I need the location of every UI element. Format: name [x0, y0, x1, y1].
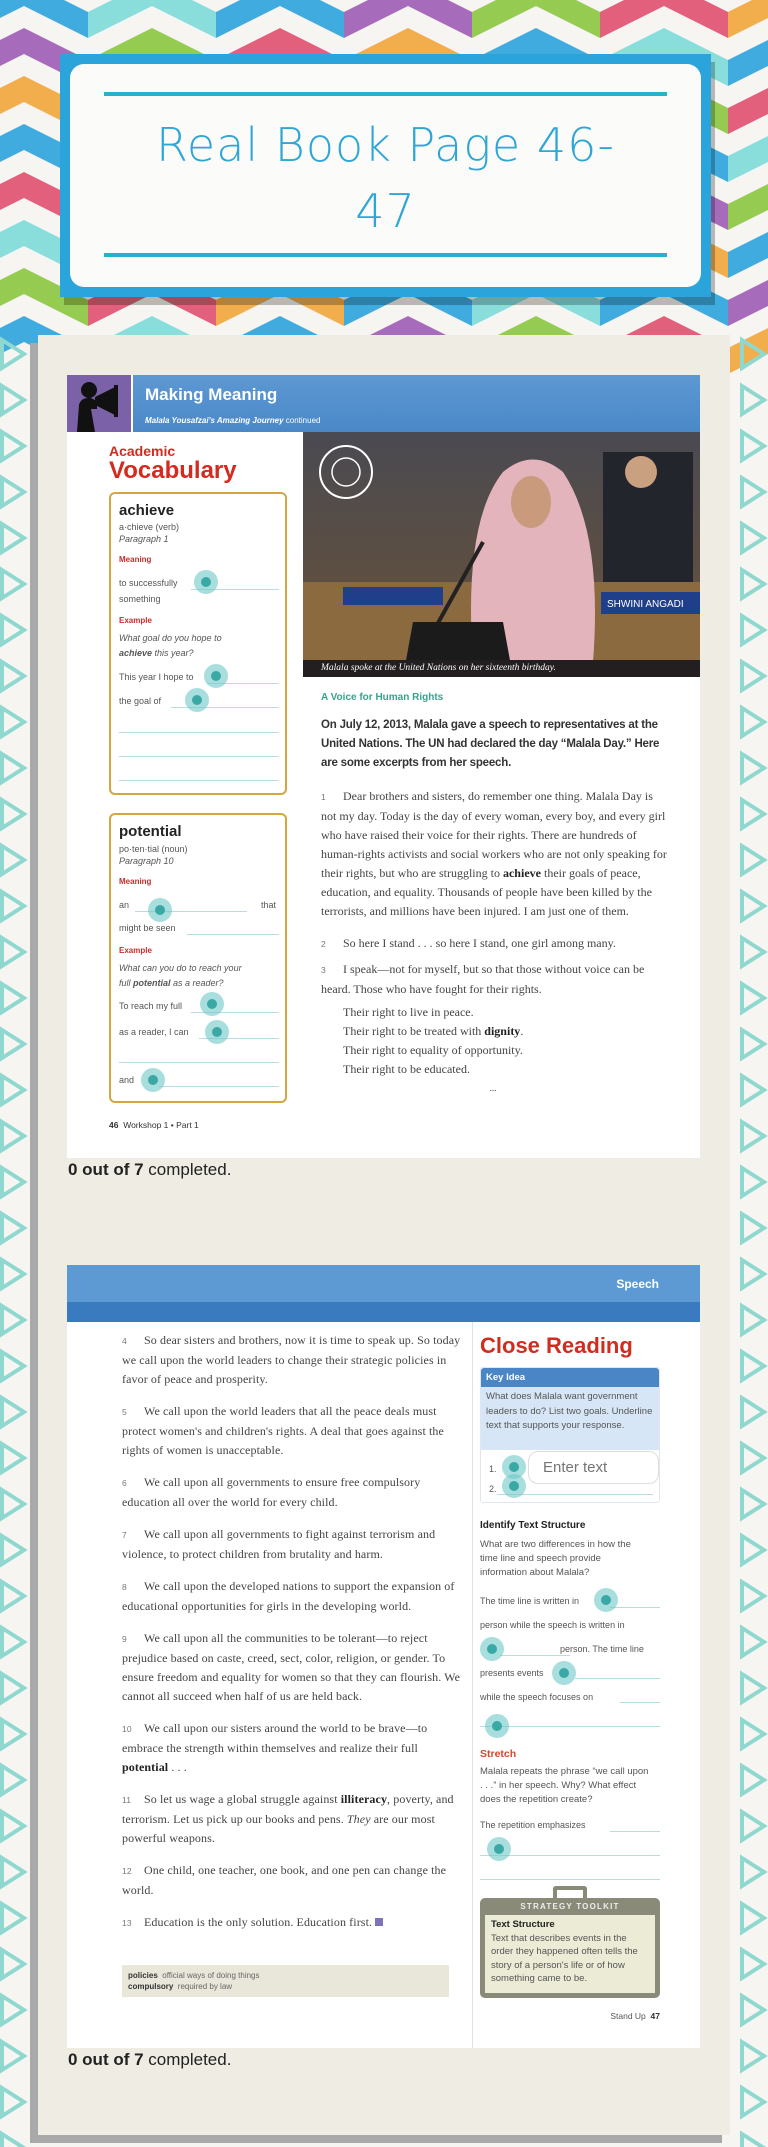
chevron-stripe: [0, 0, 88, 38]
triangle-decoration: [2, 524, 24, 552]
chevron-stripe: [728, 0, 768, 38]
triangle-decoration: [2, 1398, 24, 1426]
example-label: Example: [119, 946, 152, 955]
prompt-text: the goal of: [119, 696, 162, 706]
hotspot-button[interactable]: [502, 1474, 526, 1498]
vocab-word: potential: [119, 823, 182, 840]
example-question: achieve this year?: [119, 648, 194, 658]
speech-excerpt: [321, 787, 669, 1098]
title-card: [60, 54, 711, 297]
rights-list: [321, 1003, 669, 1098]
toolkit-heading: Text Structure: [491, 1919, 555, 1930]
answer-line: [119, 756, 279, 757]
paragraph: 1 Dear brothers and sisters, do remember one thing. Malala Day is not my day. Today is the day of every woman, every boy, and every girl who have raised their voice for their rights. There are hundreds of human-rights activists and social workers who are not only speaking for their rights, but who are struggling to achieve their goals of peace, education, and equality. Thousands of people have been killed by the terrorists, and millions have been injured. I am just one of them.: [321, 789, 667, 918]
answer-number: 2.: [489, 1484, 497, 1494]
paragraph: 10 We call upon our sisters around the world to be brave—to embrace the strength within themselves and realize their full potential . . .: [122, 1721, 428, 1774]
triangle-decoration: [2, 754, 24, 782]
section-heading: A Voice for Human Rights: [321, 692, 444, 703]
triangle-decoration: [742, 1398, 764, 1426]
nameplate-text: SHWINI ANGADI: [607, 599, 684, 610]
chevron-stripe: [728, 124, 768, 182]
page-footer: 46 Workshop 1 • Part 1: [109, 1120, 199, 1130]
triangle-decoration: [2, 1444, 24, 1472]
triangle-decoration: [2, 1260, 24, 1288]
answer-line: [575, 1678, 660, 1679]
triangle-decoration: [2, 386, 24, 414]
chevron-stripe: [728, 220, 768, 278]
triangle-decoration: [2, 1950, 24, 1978]
triangle-decoration: [742, 1536, 764, 1564]
triangle-decoration: [742, 1582, 764, 1610]
rights-line: Their right to live in peace.: [343, 1005, 474, 1019]
triangle-decoration: [742, 1904, 764, 1932]
header-label: Speech: [616, 1277, 659, 1291]
speech-text: [122, 1331, 462, 1946]
chevron-stripe: [728, 268, 768, 326]
answer-text-input[interactable]: [528, 1451, 659, 1484]
vocab-heading: Vocabulary: [109, 457, 237, 484]
triangle-decoration: [742, 524, 764, 552]
triangle-decoration: [742, 984, 764, 1012]
prompt-text: while the speech focuses on: [480, 1692, 594, 1702]
triangle-decoration: [2, 1214, 24, 1242]
triangle-decoration: [2, 984, 24, 1012]
prompt-text: The time line is written in: [480, 1596, 580, 1606]
prompt-text: as a reader, I can: [119, 1027, 189, 1037]
triangle-decoration: [2, 800, 24, 828]
stretch-heading: Stretch: [480, 1748, 517, 1760]
triangle-decoration: [2, 1996, 24, 2024]
hotspot-button[interactable]: [487, 1837, 511, 1861]
book-page-47: [67, 1265, 700, 2048]
column-divider: [472, 1322, 473, 2048]
triangle-decoration: [2, 1858, 24, 1886]
triangle-decoration: [742, 1812, 764, 1840]
meaning-text: something: [119, 594, 161, 604]
triangle-decoration: [742, 570, 764, 598]
prompt-text: To reach my full: [119, 1001, 183, 1011]
triangle-decoration: [742, 1352, 764, 1380]
divider: [104, 253, 667, 257]
triangle-decoration: [742, 1628, 764, 1656]
example-question: What can you do to reach your: [119, 963, 242, 973]
triangle-decoration: [742, 1490, 764, 1518]
triangle-decoration: [2, 1582, 24, 1610]
answer-line: [187, 934, 279, 935]
stretch-question: Malala repeats the phrase “we call upon . . .” in her speech. Why? What effect does the repetition create?: [480, 1766, 649, 1805]
hotspot-button[interactable]: [194, 570, 218, 594]
paragraph: 12 One child, one teacher, one book, and one pen can change the world.: [122, 1863, 447, 1897]
page-header: [133, 375, 700, 432]
paragraph-ref: Paragraph 1: [119, 534, 169, 544]
completion-status: 0 out of 7 completed.: [68, 2050, 232, 2069]
triangle-decoration: [742, 1260, 764, 1288]
triangle-decoration: [2, 1122, 24, 1150]
triangle-decoration: [2, 662, 24, 690]
answer-line: [119, 732, 279, 733]
hotspot-button[interactable]: [141, 1068, 165, 1092]
answer-line: [620, 1702, 660, 1703]
triangle-decoration: [2, 1490, 24, 1518]
page-title: Real Book Page 46-47: [156, 118, 615, 238]
chevron-stripe: [728, 76, 768, 134]
paragraph: 3 I speak—not for myself, but so that those without voice can be heard. Those who have fought for their rights.: [321, 962, 645, 996]
strategy-toolkit: [480, 1898, 660, 1998]
paragraph-ref: Paragraph 10: [119, 856, 174, 866]
paragraph: 11 So let us wage a global struggle against illiteracy, poverty, and terrorism. Let us pick up our books and pens. They are our most powerful weapons.: [122, 1792, 454, 1845]
glossary-item: policies official ways of doing things: [128, 1971, 260, 1980]
meaning-text: to successfully: [119, 578, 178, 588]
triangle-decoration: [2, 2088, 24, 2116]
hotspot-button[interactable]: [204, 664, 228, 688]
vocab-card-potential: [109, 813, 287, 1103]
paragraph: 13 Education is the only solution. Education first.: [122, 1913, 462, 1933]
paragraph: 5 We call upon the world leaders that all the peace deals must protect women's and children's rights. A deal that goes against the rights of women is unacceptable.: [122, 1404, 444, 1457]
identify-heading: Identify Text Structure: [480, 1520, 586, 1531]
prompt-text: This year I hope to: [119, 672, 194, 682]
triangle-decoration: [742, 800, 764, 828]
answer-line: [480, 1879, 660, 1880]
triangle-decoration: [742, 1076, 764, 1104]
paragraph: 6 We call upon all governments to ensure free compulsory education all over the world for every child.: [122, 1475, 421, 1509]
answer-line: [610, 1831, 660, 1832]
triangle-decoration: [2, 1904, 24, 1932]
photo-caption: Malala spoke at the United Nations on her sixteenth birthday.: [303, 660, 700, 677]
triangle-decoration: [2, 1352, 24, 1380]
subtitle-title: Malala Yousafzai's Amazing Journey: [145, 416, 284, 425]
triangle-decoration: [742, 708, 764, 736]
hotspot-button[interactable]: [200, 992, 224, 1016]
chevron-stripe: [728, 172, 768, 230]
rights-line: Their right to be treated with dignity.: [343, 1024, 524, 1038]
triangle-decoration: [742, 432, 764, 460]
triangle-decoration: [742, 1720, 764, 1748]
triangle-decoration: [742, 1858, 764, 1886]
triangle-decoration: [2, 1076, 24, 1104]
triangle-decoration: [2, 1674, 24, 1702]
rights-line: Their right to be educated.: [343, 1062, 470, 1076]
paragraph: 4 So dear sisters and brothers, now it is time to speak up. So today we call upon the world leaders to change their strategic policies in favor of peace and prosperity.: [122, 1333, 461, 1386]
triangle-decoration: [2, 570, 24, 598]
triangle-decoration: [742, 1306, 764, 1334]
triangle-decoration: [2, 1030, 24, 1058]
prompt-text: and: [119, 1075, 135, 1085]
paragraph: 9 We call upon all the communities to be tolerant—to reject prejudice based on caste, creed, sect, color, religion, or gender. To ensure freedom and equality for women so that they can flourish. We cannot all succeed when half of us are held back.: [122, 1631, 461, 1703]
answer-line: [610, 1607, 660, 1608]
pronunciation: po·ten·tial (noun): [119, 844, 188, 854]
answer-line: [119, 780, 279, 781]
hotspot-button[interactable]: [485, 1714, 509, 1738]
triangle-decoration: [742, 892, 764, 920]
meaning-label: Meaning: [119, 877, 152, 886]
chevron-stripe: [728, 28, 768, 86]
triangle-decoration: [2, 2042, 24, 2070]
divider: [104, 92, 667, 96]
subtitle-continued: continued: [285, 416, 321, 425]
triangle-decoration: [2, 432, 24, 460]
prompt-text: presents events: [480, 1668, 544, 1678]
prompt-text: The repetition emphasizes: [480, 1820, 586, 1830]
glossary-item: compulsory required by law: [128, 1982, 233, 1991]
ellipsis: ...: [489, 1083, 497, 1093]
example-question: full potential as a reader?: [119, 978, 224, 988]
intro-text: On July 12, 2013, Malala gave a speech to representatives at the United Nations. The UN had declared the day “Malala Day.” Here are some excerpts from her speech.: [321, 719, 660, 769]
hotspot-button[interactable]: [205, 1020, 229, 1044]
triangle-decoration: [742, 2088, 764, 2116]
answer-line: [159, 1086, 279, 1087]
paragraph: 2 So here I stand . . . so here I stand, one girl among many.: [321, 936, 616, 950]
meaning-text: an: [119, 900, 130, 910]
triangle-decoration: [742, 478, 764, 506]
hotspot-button[interactable]: [148, 898, 172, 922]
prompt-text: person. The time line: [560, 1644, 644, 1654]
triangle-decoration: [742, 1996, 764, 2024]
megaphone-icon: [67, 375, 131, 432]
answer-number: 1.: [489, 1464, 497, 1474]
hotspot-button[interactable]: [552, 1661, 576, 1685]
answer-line: [119, 1062, 279, 1063]
triangle-decoration: [2, 1168, 24, 1196]
hotspot-button[interactable]: [185, 688, 209, 712]
triangle-decoration: [2, 1812, 24, 1840]
hotspot-button[interactable]: [594, 1588, 618, 1612]
key-idea-label: Key Idea: [481, 1368, 659, 1387]
triangle-decoration: [2, 1720, 24, 1748]
triangle-decoration: [2, 1628, 24, 1656]
triangle-decoration: [2, 938, 24, 966]
vocab-card-achieve: [109, 492, 287, 795]
meaning-text: that: [261, 900, 277, 910]
triangle-decoration: [742, 754, 764, 782]
triangle-decoration: [742, 846, 764, 874]
triangle-decoration: [742, 2134, 764, 2147]
close-reading-column: [480, 1265, 660, 2048]
vocab-heading-small: Academic: [109, 443, 176, 459]
triangle-decoration: [742, 662, 764, 690]
triangle-decoration: [2, 478, 24, 506]
triangle-decoration: [2, 892, 24, 920]
vocab-word: achieve: [119, 502, 175, 519]
malala-photo: [303, 432, 700, 677]
triangle-decoration: [742, 2042, 764, 2070]
triangle-decoration: [2, 2134, 24, 2147]
example-label: Example: [119, 616, 152, 625]
meaning-text: might be seen: [119, 923, 176, 933]
completion-status: 0 out of 7 completed.: [68, 1160, 232, 1179]
hotspot-button[interactable]: [480, 1637, 504, 1661]
toolkit-text: Text that describes events in the order they happened often tells the story of a person's life or of how something came to be.: [491, 1932, 638, 1984]
triangle-decoration: [742, 616, 764, 644]
triangle-decoration: [2, 1306, 24, 1334]
triangle-decoration: [742, 938, 764, 966]
key-idea-question: What does Malala want government leaders to do? List two goals. Underline text that supports your response.: [481, 1387, 659, 1450]
triangle-decoration: [2, 616, 24, 644]
toolkit-label: STRATEGY TOOLKIT: [520, 1902, 620, 1911]
triangle-decoration: [742, 1030, 764, 1058]
triangle-decoration: [2, 1536, 24, 1564]
end-mark-icon: [375, 1918, 383, 1926]
pronunciation: a·chieve (verb): [119, 522, 180, 532]
triangle-decoration: [742, 1122, 764, 1150]
triangle-decoration: [742, 1950, 764, 1978]
header-title: Making Meaning: [145, 385, 278, 404]
key-idea-box: [480, 1367, 660, 1503]
triangle-decoration: [742, 1168, 764, 1196]
paragraph: 8 We call upon the developed nations to support the expansion of educational opportunities for girls in the developing world.: [122, 1579, 455, 1613]
close-reading-heading: Close Reading: [480, 1333, 633, 1358]
prompt-text: person while the speech is written in: [480, 1620, 625, 1630]
triangle-decoration: [742, 1214, 764, 1242]
triangle-decoration: [2, 1766, 24, 1794]
triangle-decoration: [742, 1766, 764, 1794]
triangle-decoration: [742, 1674, 764, 1702]
triangle-decoration: [2, 708, 24, 736]
meaning-label: Meaning: [119, 555, 152, 564]
example-question: What goal do you hope to: [119, 633, 222, 643]
triangle-decoration: [742, 1444, 764, 1472]
toolkit-body: [485, 1915, 655, 1993]
header-subtitle: [145, 416, 320, 425]
triangle-decoration: [742, 386, 764, 414]
rights-line: Their right to equality of opportunity.: [343, 1043, 523, 1057]
page-footer: Stand Up 47: [610, 2011, 660, 2021]
glossary-box: [122, 1965, 449, 1997]
paragraph: 7 We call upon all governments to fight against terrorism and violence, to protect children from brutality and harm.: [122, 1527, 436, 1561]
book-page-46: [67, 375, 700, 1158]
identify-question: What are two differences in how the time line and speech provide information about Malala?: [480, 1539, 631, 1578]
triangle-decoration: [2, 846, 24, 874]
